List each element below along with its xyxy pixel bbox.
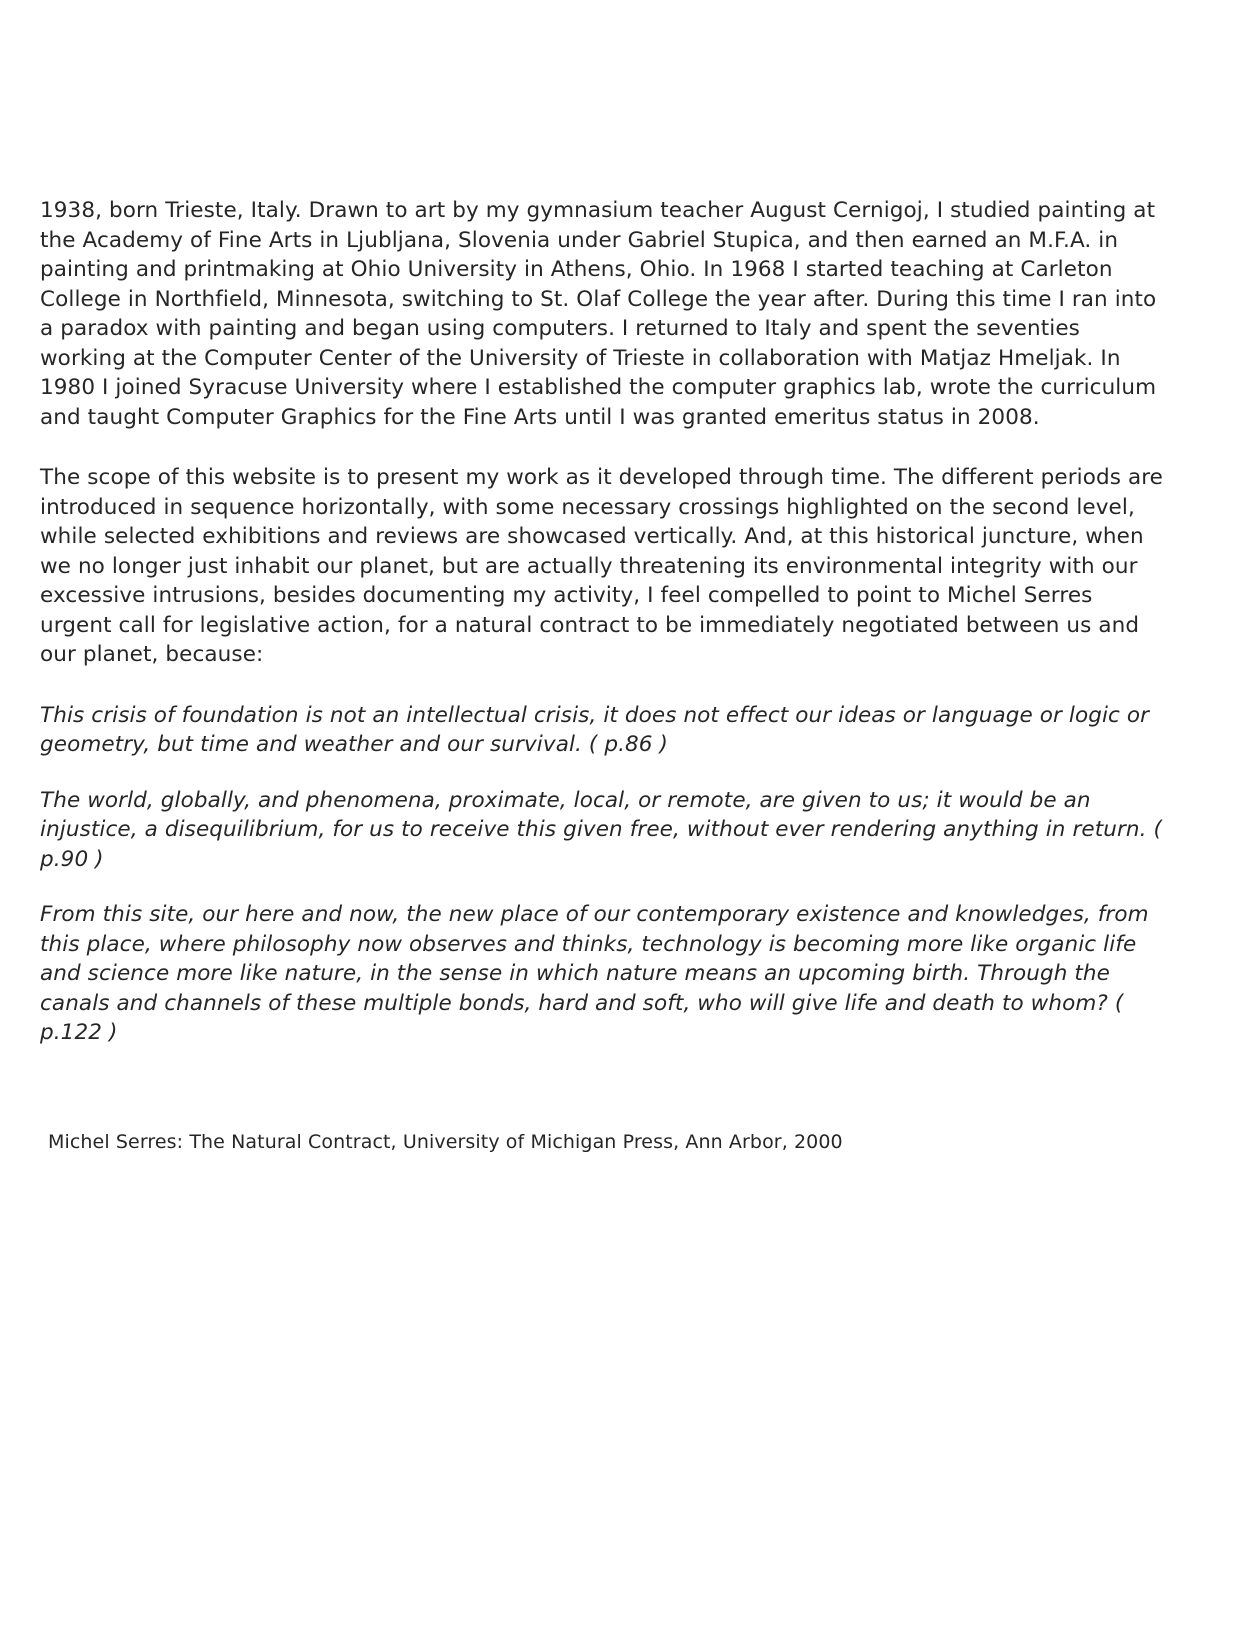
- bio-paragraph-2: The scope of this website is to present my work as it developed through time. The different periods are introduced in sequence horizontally, with some necessary crossings highlighted on the second level, while selected exhibitions and reviews are showcased vertically. And, at this historical juncture, when we no longer just inhabit our planet, but are actually threatening its environmental integrity with our excessive intrusions, besides documenting my activity, I feel compelled to point to Michel Serres urgent call for legislative action, for a natural contract to be immediately negotiated between us and our planet, because:: [40, 465, 1164, 667]
- bio-paragraph-1: 1938, born Trieste, Italy. Drawn to art by my gymnasium teacher August Cernigoj, I studied painting at the Academy of Fine Arts in Ljubljana, Slovenia under Gabriel Stupica, and then earned an M.F.A. in painting and printmaking at Ohio University in Athens, Ohio. In 1968 I started teaching at Carleton College in Northfield, Minnesota, switching to St. Olaf College the year after. During this time I ran into a paradox with painting and began using computers. I returned to Italy and spent the seventies working at the Computer Center of the University of Trieste in collaboration with Matjaz Hmeljak. In 1980 I joined Syracuse University where I established the computer graphics lab, wrote the curriculum and taught Computer Graphics for the Fine Arts until I was granted emeritus status in 2008.: [40, 198, 1157, 430]
- book-citation: Michel Serres: The Natural Contract, University of Michigan Press, Ann Arbor, 2000: [48, 1130, 843, 1153]
- serres-quote-1: This crisis of foundation is not an intellectual crisis, it does not effect our ideas or language or logic or geometry, but time and weather and our survival. ( p.86 ): [40, 702, 1150, 757]
- serres-quote-3: From this site, our here and now, the new place of our contemporary existence and knowledges, from this place, where philosophy now observes and thinks, technology is becoming more like organic life and science more like nature, in the sense in which nature means an upcoming birth. Through the canals and channels of these multiple bonds, hard and soft, who will give life and death to whom? ( p.122 ): [40, 902, 1149, 1045]
- bio-text-column: [40, 196, 1168, 1155]
- serres-quote-2: The world, globally, and phenomena, proximate, local, or remote, are given to us; it would be an injustice, a disequilibrium, for us to receive this given free, without ever rendering anything in return. ( p.90 ): [40, 787, 1162, 872]
